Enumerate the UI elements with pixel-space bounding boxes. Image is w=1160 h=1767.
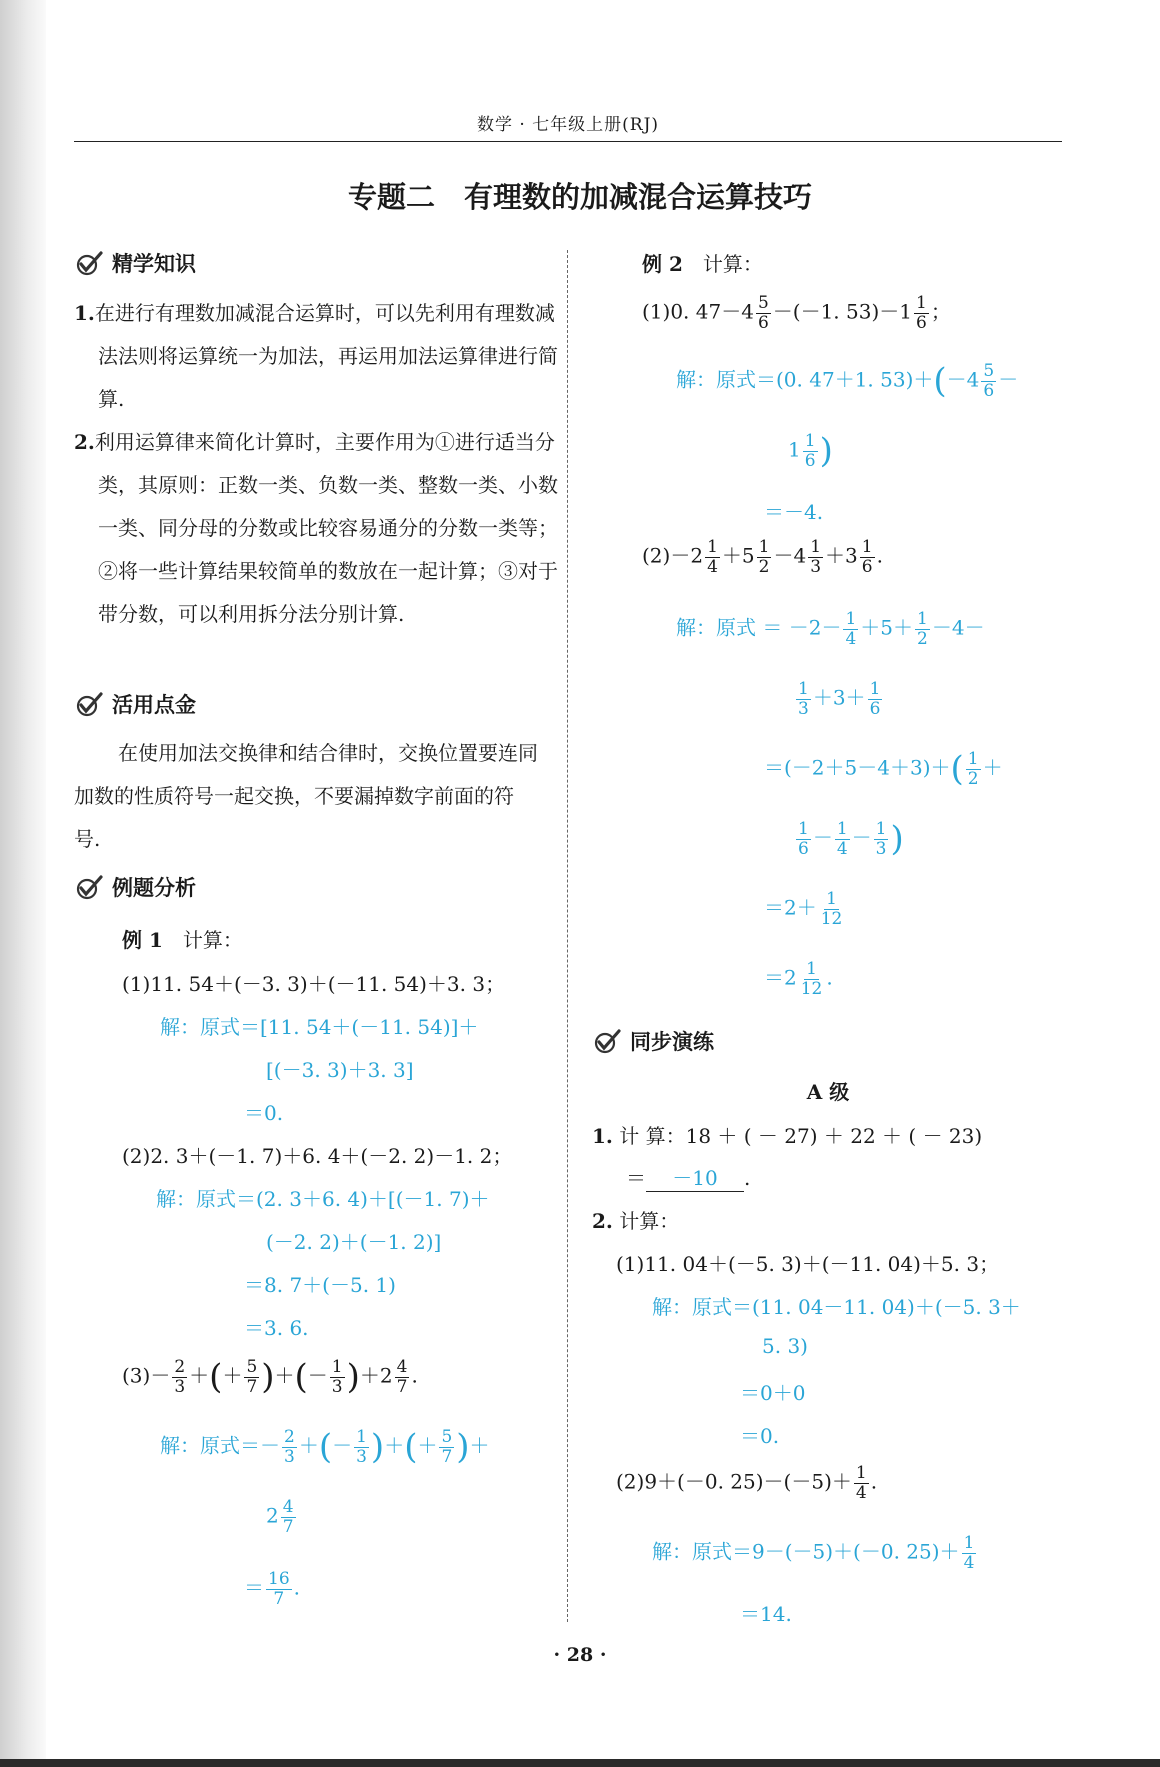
answer-blank: －10 <box>646 1162 744 1192</box>
example-2-question-2: (2)－2 $\frac{1}{4}$ ＋5 $\frac{1}{2}$ －4 $\frac{1}{3}$ ＋3 $\frac{1}{6}$ . <box>642 537 883 577</box>
solution-line: 1 $\frac{1}{6}$ ) <box>788 430 833 471</box>
solution-line: 解：原式＝(2. 3＋6. 4)＋[(－1. 7)＋ <box>156 1187 490 1211</box>
solution-line: 解：原式＝(11. 04－11. 04)＋(－5. 3＋ <box>652 1295 1021 1319</box>
solution-line: 解：原式＝[11. 54＋(－11. 54)]＋ <box>160 1015 479 1039</box>
question-prefix: (1)0. 47－4 <box>642 299 754 324</box>
solution-line: ＝0. <box>244 1101 284 1125</box>
list-number: 2. <box>74 430 95 454</box>
exercise-text: 计算： <box>619 1209 680 1233</box>
paragraph: 在进行有理数加减混合运算时，可以先利用有理数减法法则将运算统一为加法，再运用加法运算律进行简算. <box>94 301 558 411</box>
tips-paragraph: 在使用加法交换律和结合律时，交换位置要连同加数的性质符号一起交换，不要漏掉数字前面的符号. <box>74 741 538 851</box>
list-number: 1. <box>592 1124 613 1148</box>
exercise-2 <box>592 1205 679 1234</box>
solution-line: 解：原式＝－ $\frac{2}{3}$ ＋(－ $\frac{1}{3}$ )＋(＋ $\frac{5}{7}$ )＋ <box>160 1426 490 1467</box>
running-header: 数学 · 七年级上册(RJ) <box>476 115 660 135</box>
bottom-bar <box>0 1759 1160 1767</box>
paragraph: 利用运算律来简化计算时，主要作用为①进行适当分类，其原则：正数一类、负数一类、整数一类、小数一类、同分母的分数或比较容易通分的分数一类等；②将一些计算结果较简单的数放在一起计算；③对于带分数，可以利用拆分法分别计算. <box>94 430 558 626</box>
exercise-2-question-1: (1)11. 04＋(－5. 3)＋(－11. 04)＋5. 3； <box>616 1252 1000 1276</box>
check-icon <box>74 248 104 278</box>
page-number: · 28 · <box>553 1644 607 1666</box>
page-edge-shadow <box>0 0 46 1767</box>
example-text: 计算： <box>702 252 763 276</box>
solution-label: 解：原式 <box>676 615 756 640</box>
section-heading-practice <box>592 1026 714 1056</box>
solution-line: ＝(－2＋5－4＋3)＋( $\frac{1}{2}$ ＋ <box>764 748 1003 789</box>
section-title: 精学知识 <box>112 252 196 276</box>
solution-line: ＝2＋ $\frac{1}{12}$ <box>764 889 843 929</box>
page-title: 专题二 有理数的加减混合运算技巧 <box>347 180 812 214</box>
question-3: (3)－ $\frac{2}{3}$ ＋(＋ $\frac{5}{7}$ )＋(－ $\frac{1}{3}$ )＋2 $\frac{4}{7}$ . <box>122 1356 418 1397</box>
level-heading: A 级 <box>806 1080 850 1104</box>
section-title: 活用点金 <box>112 693 196 717</box>
knowledge-point-1 <box>74 292 564 421</box>
question-prefix: (2)9＋(－0. 25)－(－5)＋ <box>616 1469 852 1494</box>
period: . <box>744 1166 751 1190</box>
header-rule <box>74 141 1062 142</box>
solution-label: 解：原式 <box>676 367 756 392</box>
solution-line: ＝14. <box>740 1602 792 1626</box>
example-text: 计算： <box>182 928 243 952</box>
solution-text: 解：原式＝9－(－5)＋(－0. 25)＋ <box>652 1539 960 1564</box>
solution-line: ＝0＋0 <box>740 1381 806 1405</box>
list-number: 2. <box>592 1209 613 1233</box>
section-heading-examples <box>74 872 196 902</box>
example-label: 例 1 <box>122 928 163 952</box>
section-title: 同步演练 <box>630 1030 714 1054</box>
solution-line: ＝3. 6. <box>244 1316 309 1340</box>
exercise-text: 计 算：18 ＋ ( － 27) ＋ 22 ＋ ( － 23) <box>619 1124 983 1148</box>
equals-sign: ＝ <box>626 1166 646 1190</box>
solution-label: 解：原式 <box>160 1433 240 1458</box>
column-divider <box>567 250 568 1622</box>
solution-line: (－2. 2)＋(－1. 2)] <box>266 1230 442 1254</box>
solution-text: ＝(0. 47＋1. 53)＋ <box>756 367 934 392</box>
list-number: 1. <box>74 301 95 325</box>
exercise-1-answer-line <box>626 1162 750 1192</box>
check-icon <box>592 1026 622 1056</box>
section-heading-knowledge <box>74 248 196 278</box>
section-title: 例题分析 <box>112 876 196 900</box>
solution-line: ＝2 $\frac{1}{12}$ . <box>764 959 833 999</box>
solution-line: ＝－4. <box>764 500 824 524</box>
example-1-heading <box>122 924 243 953</box>
example-2-heading <box>642 248 763 277</box>
knowledge-point-2 <box>74 421 564 636</box>
question-1: (1)11. 54＋(－3. 3)＋(－11. 54)＋3. 3； <box>122 972 506 996</box>
solution-line: [(－3. 3)＋3. 3] <box>266 1058 414 1082</box>
exercise-1 <box>592 1120 982 1149</box>
check-icon <box>74 689 104 719</box>
section-heading-tips <box>74 689 196 719</box>
question-prefix: (3) <box>122 1363 151 1388</box>
example-label: 例 2 <box>642 252 683 276</box>
solution-line: 2 $\frac{4}{7}$ <box>266 1497 294 1537</box>
solution-line: ＝0. <box>740 1424 780 1448</box>
solution-line: ＝8. 7＋(－5. 1) <box>244 1273 396 1297</box>
solution-line: 解：原式＝(0. 47＋1. 53)＋(－4 $\frac{5}{6}$ － <box>676 360 1019 401</box>
solution-line: $\frac{1}{3}$ ＋3＋ $\frac{1}{6}$ <box>798 679 881 719</box>
solution-line: 解：原式＝9－(－5)＋(－0. 25)＋ $\frac{1}{4}$ <box>652 1533 975 1573</box>
question-2: (2)2. 3＋(－1. 7)＋6. 4＋(－2. 2)－1. 2； <box>122 1144 513 1168</box>
solution-line: 解：原式 ＝ －2－ $\frac{1}{4}$ ＋5＋ $\frac{1}{2}$ －4－ <box>676 609 985 649</box>
solution-line: $\frac{1}{6}$ － $\frac{1}{4}$ － $\frac{1}{3}$ ) <box>798 818 904 859</box>
example-2-question-1: (1)0. 47－4 $\frac{5}{6}$ －(－1. 53)－1 $\frac{1}{6}$ ； <box>642 293 951 333</box>
solution-line: ＝ $\frac{16}{7}$ . <box>244 1569 300 1609</box>
exercise-2-question-2: (2)9＋(－0. 25)－(－5)＋ $\frac{1}{4}$ . <box>616 1463 878 1503</box>
solution-line: 5. 3) <box>762 1334 808 1358</box>
question-prefix: (2) <box>642 543 671 568</box>
check-icon <box>74 872 104 902</box>
